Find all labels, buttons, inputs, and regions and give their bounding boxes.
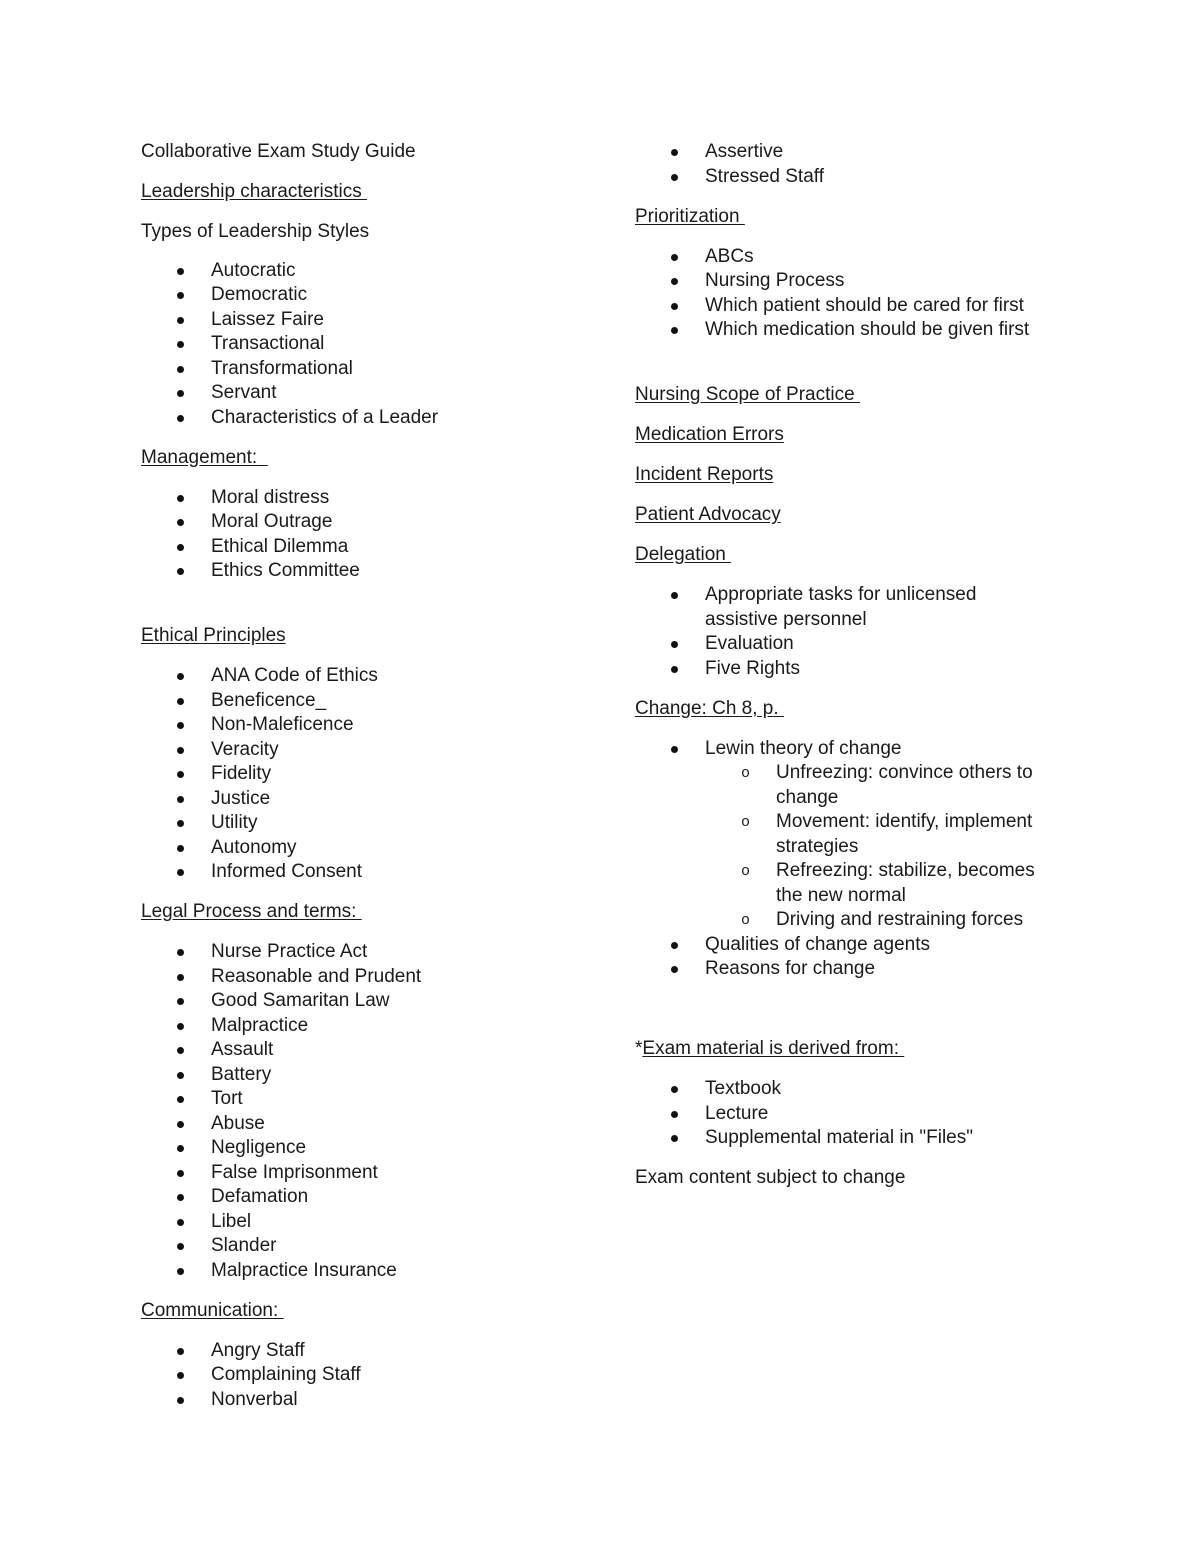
list-item: Utility xyxy=(141,811,591,836)
list-item: Five Rights xyxy=(635,657,1065,682)
list-item: Moral distress xyxy=(141,486,591,511)
incident-reports-heading: Incident Reports xyxy=(635,464,774,485)
list-item: Evaluation xyxy=(635,632,1065,657)
list-item: Slander xyxy=(141,1234,591,1259)
list-item: Justice xyxy=(141,787,591,812)
communication-continued-list xyxy=(635,140,1065,189)
list-item: False Imprisonment xyxy=(141,1161,591,1186)
sub-list-item: o Refreezing: stabilize, becomes the new normal xyxy=(705,859,1065,908)
left-column xyxy=(141,140,591,1428)
ethical-principles-heading: Ethical Principles xyxy=(141,625,286,646)
list-item: Democratic xyxy=(141,283,591,308)
change-heading: Change: Ch 8, p. xyxy=(635,697,784,719)
asterisk: * xyxy=(635,1038,643,1059)
list-item: Malpractice xyxy=(141,1014,591,1039)
list-item: Libel xyxy=(141,1210,591,1235)
leadership-types-label: Types of Leadership Styles xyxy=(141,221,370,242)
list-item: Autocratic xyxy=(141,259,591,284)
list-item: Malpractice Insurance xyxy=(141,1259,591,1284)
scope-of-practice-heading: Nursing Scope of Practice xyxy=(635,384,860,405)
list-item: Assertive xyxy=(635,140,1065,165)
list-item: Assault xyxy=(141,1038,591,1063)
list-item: Abuse xyxy=(141,1112,591,1137)
spacer xyxy=(635,358,1065,383)
exam-content-note: Exam content subject to change xyxy=(635,1167,906,1188)
management-heading: Management: xyxy=(141,446,268,468)
exam-material-heading xyxy=(635,1037,1065,1062)
list-item: Supplemental material in "Files" xyxy=(635,1126,1065,1151)
list-item: ABCs xyxy=(635,245,1065,270)
list-item: Transactional xyxy=(141,332,591,357)
change-list xyxy=(635,737,1065,982)
list-item: Negligence xyxy=(141,1136,591,1161)
exam-material-list xyxy=(635,1077,1065,1151)
list-item: Autonomy xyxy=(141,836,591,861)
delegation-heading: Delegation xyxy=(635,544,732,565)
list-item: Stressed Staff xyxy=(635,165,1065,190)
list-item: Moral Outrage xyxy=(141,510,591,535)
spacer xyxy=(635,997,1065,1037)
list-item: Angry Staff xyxy=(141,1339,591,1364)
list-item: Textbook xyxy=(635,1077,1065,1102)
legal-process-list xyxy=(141,940,591,1283)
right-column xyxy=(635,140,1065,1206)
list-item: Appropriate tasks for unlicensed assistive personnel xyxy=(635,583,1025,632)
list-item: Nursing Process xyxy=(635,269,1065,294)
leadership-list xyxy=(141,259,591,431)
list-item: Battery xyxy=(141,1063,591,1088)
sub-list-item: o Movement: identify, implement strategies xyxy=(705,810,1065,859)
list-item: Qualities of change agents xyxy=(635,933,1065,958)
list-item: ANA Code of Ethics xyxy=(141,664,591,689)
list-item: Complaining Staff xyxy=(141,1363,591,1388)
spacer xyxy=(141,599,591,624)
list-item: Lecture xyxy=(635,1102,1065,1127)
delegation-list xyxy=(635,583,1065,681)
list-item: Ethics Committee xyxy=(141,559,591,584)
medication-errors-heading: Medication Errors xyxy=(635,424,784,445)
prioritization-heading: Prioritization xyxy=(635,205,745,227)
list-item: Reasons for change xyxy=(635,957,1065,982)
communication-list xyxy=(141,1339,591,1413)
list-item: Tort xyxy=(141,1087,591,1112)
document-title: Collaborative Exam Study Guide xyxy=(141,141,416,162)
sub-list-item: o Driving and restraining forces xyxy=(705,908,1065,933)
list-item: Good Samaritan Law xyxy=(141,989,591,1014)
list-item: Fidelity xyxy=(141,762,591,787)
legal-process-heading: Legal Process and terms: xyxy=(141,901,362,922)
list-item: Non-Maleficence xyxy=(141,713,591,738)
exam-material-label: Exam material is derived from: xyxy=(642,1038,905,1059)
list-item: Servant xyxy=(141,381,591,406)
list-item xyxy=(635,737,1065,933)
list-item: Ethical Dilemma xyxy=(141,535,591,560)
communication-heading: Communication: xyxy=(141,1299,284,1321)
list-item: Defamation xyxy=(141,1185,591,1210)
patient-advocacy-heading: Patient Advocacy xyxy=(635,504,781,525)
list-item: Informed Consent xyxy=(141,860,591,885)
list-item: Nonverbal xyxy=(141,1388,591,1413)
list-item: Laissez Faire xyxy=(141,308,591,333)
list-item: Characteristics of a Leader xyxy=(141,406,591,431)
ethical-principles-list xyxy=(141,664,591,885)
list-item: Which medication should be given first xyxy=(635,318,1065,343)
management-list xyxy=(141,486,591,584)
list-item: Transformational xyxy=(141,357,591,382)
lewin-theory-label: Lewin theory of change xyxy=(705,737,902,759)
lewin-sub-list xyxy=(635,761,1065,933)
list-item: Beneficence_ xyxy=(141,689,591,714)
leadership-heading: Leadership characteristics xyxy=(141,181,367,202)
sub-list-item: o Unfreezing: convince others to change xyxy=(705,761,1065,810)
list-item: Nurse Practice Act xyxy=(141,940,591,965)
list-item: Veracity xyxy=(141,738,591,763)
list-item: Which patient should be cared for first xyxy=(635,294,1065,319)
list-item: Reasonable and Prudent xyxy=(141,965,591,990)
prioritization-list xyxy=(635,245,1065,343)
